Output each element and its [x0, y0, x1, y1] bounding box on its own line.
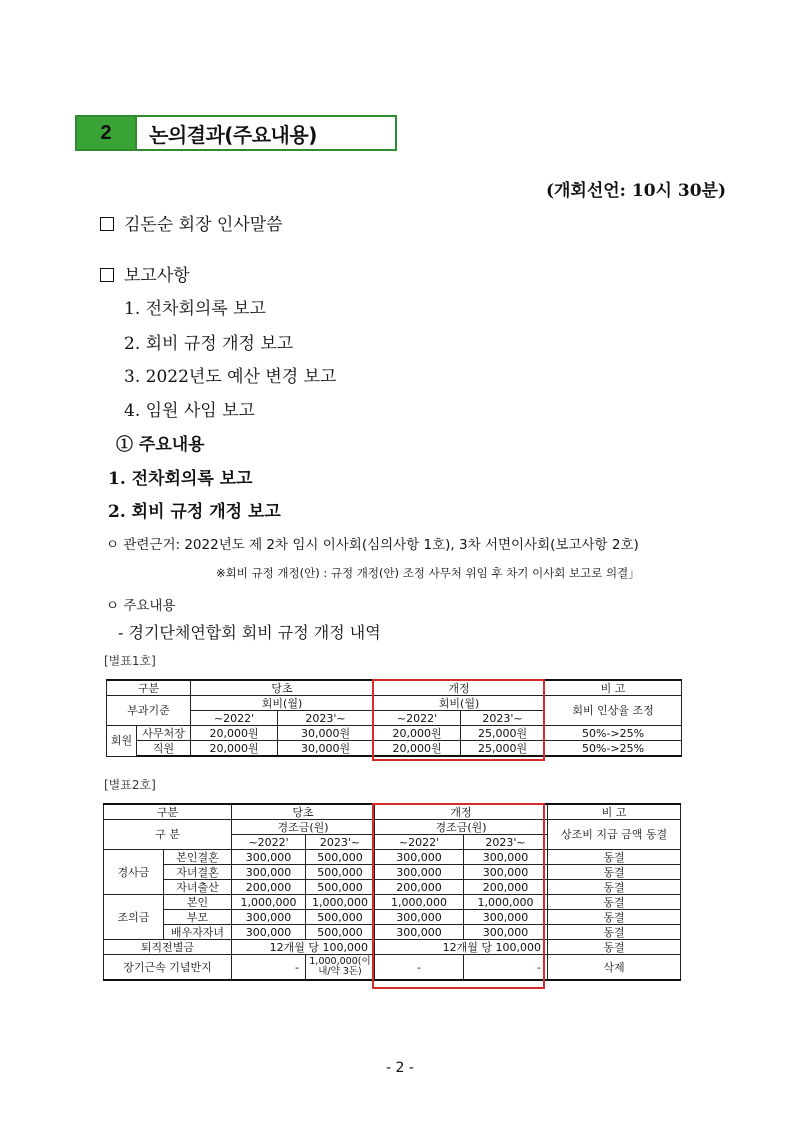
basis-line: ㅇ 관련근거: 2022년도 제 2차 임시 이사회(심의사항 1호), 3차 서면이사회(보고사항 2호) — [106, 537, 639, 553]
t2-ring-2022-original: - — [232, 955, 306, 981]
t1-cell: 20,000원 — [191, 726, 278, 741]
t2-header-2023-revised: 2023'~ — [464, 835, 548, 850]
t1-cell: 20,000원 — [374, 726, 461, 741]
t1-cell: 20,000원 — [191, 741, 278, 757]
report-item-4: 4. 임원 사임 보고 — [124, 401, 255, 421]
t2-cell-type: 자녀출산 — [164, 880, 232, 895]
t2-ring-2023-revised: - — [464, 955, 548, 981]
t2-cell: 1,000,000 — [232, 895, 306, 910]
t2-header-gubun2: 구 분 — [104, 820, 232, 850]
checkbox-bullet-icon — [100, 268, 114, 282]
report-item-3: 3. 2022년도 예산 변경 보고 — [124, 367, 337, 387]
t2-cell: 300,000 — [232, 925, 306, 940]
t1-header-remarks: 비 고 — [545, 680, 682, 696]
t1-header-2022-original: ~2022' — [191, 711, 278, 726]
t2-cell: 300,000 — [375, 910, 464, 925]
t2-cell: 300,000 — [464, 865, 548, 880]
t2-cell-note: 동결 — [548, 895, 681, 910]
t1-cell-type: 직원 — [137, 741, 191, 757]
t2-retire-revised: 12개월 당 100,000 — [375, 940, 548, 955]
subheading-minutes: 1. 전차회의록 보고 — [108, 469, 253, 489]
t2-cell-note: 동결 — [548, 865, 681, 880]
table1-label: [별표1호] — [104, 654, 156, 668]
t2-ring-2023-original: 1,000,000(이내/약 3돈) — [306, 955, 375, 981]
t2-header-revised: 개정 — [375, 804, 548, 820]
t2-header-2022-revised: ~2022' — [375, 835, 464, 850]
t2-cell: 300,000 — [464, 850, 548, 865]
section-divider — [135, 117, 137, 149]
t2-remarks-note: 상조비 지급 금액 동결 — [548, 820, 681, 850]
t1-cell-type: 사무처장 — [137, 726, 191, 741]
t1-header-original: 당초 — [191, 680, 374, 696]
t1-header-2023-revised: 2023'~ — [461, 711, 545, 726]
t2-retire-original: 12개월 당 100,000 — [232, 940, 375, 955]
t2-cell: 300,000 — [232, 910, 306, 925]
main-content-heading: ① 주요내용 — [116, 435, 205, 455]
t2-group-celebration: 경사금 — [104, 850, 164, 895]
t1-cell: 20,000원 — [374, 741, 461, 757]
t1-cell-note: 50%->25% — [545, 726, 682, 741]
checkbox-bullet-icon — [100, 217, 114, 231]
t2-cell: 300,000 — [464, 910, 548, 925]
t2-header-2023-original: 2023'~ — [306, 835, 375, 850]
t2-cell-note: 동결 — [548, 925, 681, 940]
report-item-2: 2. 회비 규정 개정 보고 — [124, 334, 294, 354]
t2-cell: 1,000,000 — [375, 895, 464, 910]
t2-cell: 500,000 — [306, 850, 375, 865]
t2-cell: 300,000 — [375, 850, 464, 865]
section-number: 2 — [77, 117, 135, 149]
content-detail: - 경기단체연합회 회비 규정 개정 내역 — [118, 623, 381, 642]
t1-cell: 25,000원 — [461, 741, 545, 757]
greeting-line — [100, 210, 283, 235]
table2-label: [별표2호] — [104, 778, 156, 792]
t2-cell: 1,000,000 — [306, 895, 375, 910]
report-heading-line — [100, 261, 190, 286]
opening-declaration: (개회선언: 10시 30분) — [545, 181, 726, 201]
t2-cell: 300,000 — [464, 925, 548, 940]
t2-header-2022-original: ~2022' — [232, 835, 306, 850]
section-title: 논의결과(주요내용) — [149, 122, 317, 147]
t1-header-revised: 개정 — [374, 680, 545, 696]
t2-cell-type: 본인결혼 — [164, 850, 232, 865]
t2-retire-type: 퇴직전별금 — [104, 940, 232, 955]
basis-note: ※회비 규정 개정(안) : 규정 개정(안) 조정 사무처 위임 후 차기 이사회 보고로 의결」 — [216, 566, 640, 580]
t1-header-2022-revised: ~2022' — [374, 711, 461, 726]
report-heading: 보고사항 — [124, 266, 190, 286]
t2-retire-note: 동결 — [548, 940, 681, 955]
t2-header-original: 당초 — [232, 804, 375, 820]
t2-header-gubun: 구분 — [104, 804, 232, 820]
fee-table — [106, 679, 682, 757]
t1-header-fee-original: 회비(월) — [191, 696, 374, 711]
t2-cell-type: 부모 — [164, 910, 232, 925]
greeting-text: 김돈순 회장 인사말씀 — [124, 215, 283, 235]
t2-cell: 1,000,000 — [464, 895, 548, 910]
t2-cell: 500,000 — [306, 880, 375, 895]
t1-cell: 30,000원 — [278, 741, 374, 757]
t2-cell: 200,000 — [375, 880, 464, 895]
t2-cell: 500,000 — [306, 865, 375, 880]
t2-group-condolence: 조의금 — [104, 895, 164, 940]
t2-cell: 300,000 — [375, 865, 464, 880]
report-item-1: 1. 전차회의록 보고 — [124, 299, 266, 319]
page-number: - 2 - — [386, 1060, 414, 1076]
t2-header-remarks: 비 고 — [548, 804, 681, 820]
t1-header-fee-revised: 회비(월) — [374, 696, 545, 711]
t2-cell: 500,000 — [306, 925, 375, 940]
t2-cell-type: 자녀결혼 — [164, 865, 232, 880]
t2-cell-note: 동결 — [548, 880, 681, 895]
t1-cell-note: 50%->25% — [545, 741, 682, 757]
t1-header-basis: 부과기준 — [107, 696, 191, 726]
t1-cell: 30,000원 — [278, 726, 374, 741]
t2-cell-note: 동결 — [548, 850, 681, 865]
t2-cell: 300,000 — [232, 850, 306, 865]
subheading-fee-rules: 2. 회비 규정 개정 보고 — [108, 502, 281, 522]
t1-cell: 25,000원 — [461, 726, 545, 741]
t2-header-amount-original: 경조금(원) — [232, 820, 375, 835]
t1-group-member: 회원 — [107, 726, 137, 757]
t1-remarks-note: 회비 인상율 조정 — [545, 696, 682, 726]
t1-header-gubun: 구분 — [107, 680, 191, 696]
t2-ring-type: 장기근속 기념반지 — [104, 955, 232, 981]
t1-header-2023-original: 2023'~ — [278, 711, 374, 726]
condolence-table — [103, 803, 681, 981]
t2-cell: 300,000 — [232, 865, 306, 880]
t2-cell: 200,000 — [464, 880, 548, 895]
t2-cell-note: 동결 — [548, 910, 681, 925]
t2-cell-type: 본인 — [164, 895, 232, 910]
t2-cell: 200,000 — [232, 880, 306, 895]
t2-ring-2022-revised: - — [375, 955, 464, 981]
t2-cell-type: 배우자자녀 — [164, 925, 232, 940]
t2-ring-note: 삭제 — [548, 955, 681, 981]
t2-cell: 300,000 — [375, 925, 464, 940]
t2-header-amount-revised: 경조금(원) — [375, 820, 548, 835]
t2-cell: 500,000 — [306, 910, 375, 925]
content-heading: ㅇ 주요내용 — [106, 598, 176, 614]
section-header — [75, 115, 397, 151]
